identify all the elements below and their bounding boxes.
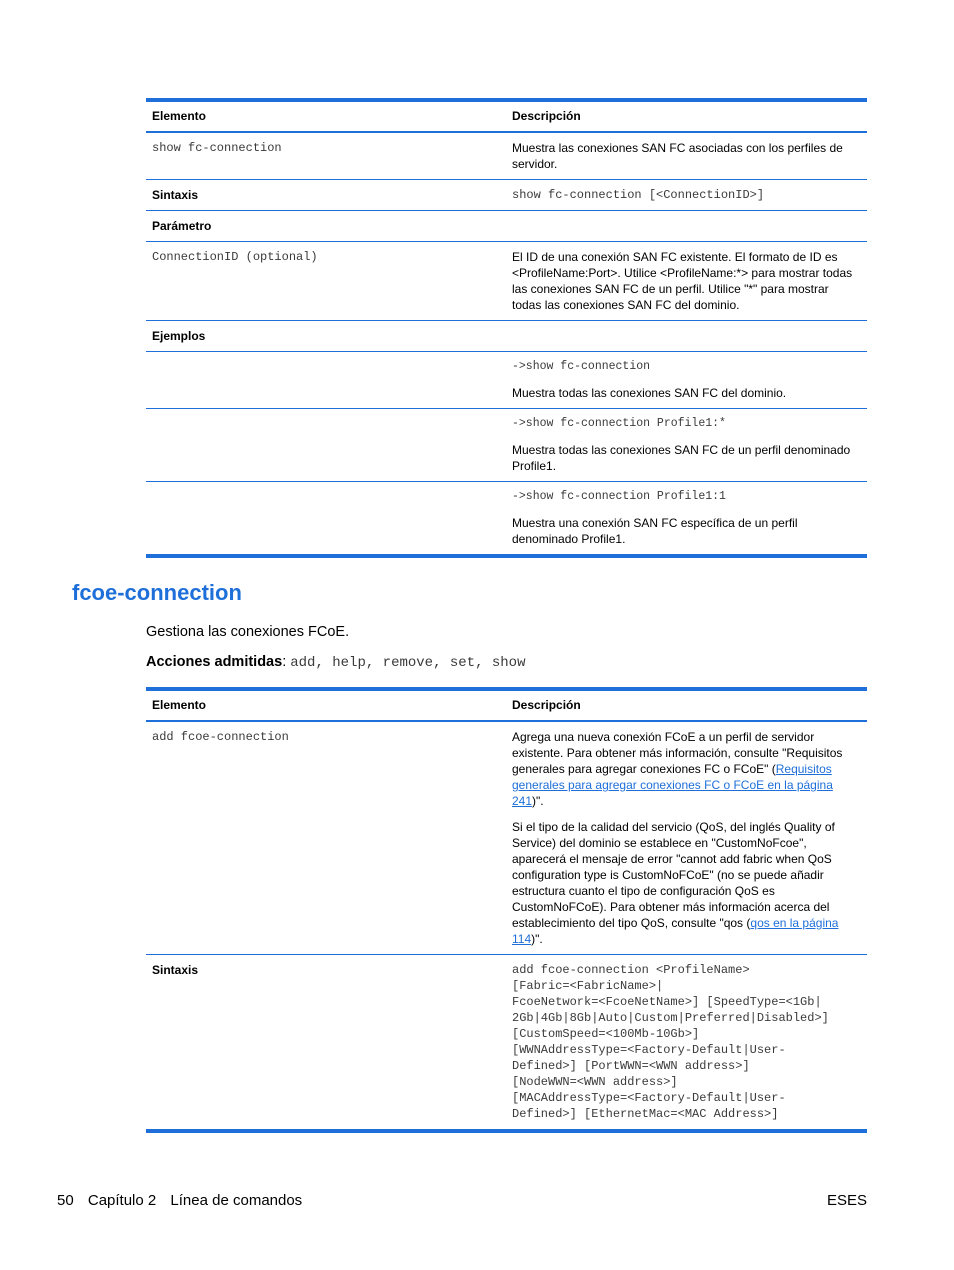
command-cell: add fcoe-connection [146, 721, 506, 955]
chapter-title: Línea de comandos [170, 1192, 303, 1209]
show-fc-connection-table [146, 98, 867, 558]
actions-separator: : [282, 654, 291, 670]
parameter-description: El ID de una conexión SAN FC existente. El formato de ID es <ProfileName:Port>. Utilice <ProfileName:*> para mostrar todas las conexiones SAN FC de un perfil. Utilice "*" para mostrar todas las conexiones SAN FC del dominio. [506, 242, 867, 321]
description-cell: Muestra las conexiones SAN FC asociadas con los perfiles de servidor. [506, 132, 867, 180]
syntax-label: Sintaxis [146, 180, 506, 211]
empty-cell [146, 352, 506, 409]
chapter-label: Capítulo 2 [87, 1192, 157, 1209]
table-row [146, 132, 867, 180]
column-header-descripcion: Descripción [506, 689, 867, 721]
column-header-elemento: Elemento [146, 689, 506, 721]
syntax-line: Defined>] [EthernetMac=<MAC Address>] [512, 1107, 779, 1121]
paragraph-text: Si el tipo de la calidad del servicio (QoS, del inglés Quality of Service) del dominio se establece en "CustomNoFcoe", aparecerá el mensaje de error "cannot add fabric when QoS configuration type is CustomNoFCoE" (no se puede añadir estructura cuanto el tipo de configuración QoS es CustomNoFCoE). Para obtener más información acerca del establecimiento del tipo QoS, consulte "qos ( [512, 820, 835, 930]
example-row [146, 482, 867, 557]
cross-reference-link[interactable]: Requisitos generales para agregar conexiones FC o FCoE en la página 241 [512, 762, 833, 808]
description-cell [506, 721, 867, 955]
paragraph-end: )". [532, 794, 544, 808]
empty-cell [506, 211, 867, 242]
empty-cell [146, 482, 506, 557]
syntax-line: [WWNAddressType=<Factory-Default|User- [512, 1043, 786, 1057]
syntax-line: [CustomSpeed=<100Mb-10Gb>] [512, 1027, 700, 1041]
qos-link[interactable]: qos en la página 114 [512, 916, 839, 946]
paragraph-text: Agrega una nueva conexión FCoE a un perfil de servidor existente. Para obtener más información, consulte "Requisitos generales para agregar conexiones FC o FCoE" ( [512, 730, 843, 776]
table-row [146, 321, 867, 352]
table-row [146, 242, 867, 321]
example-description: Muestra una conexión SAN FC específica de un perfil denominado Profile1. [512, 516, 798, 546]
page-footer [57, 1192, 312, 1209]
parameter-label: Parámetro [146, 211, 506, 242]
page-number: 50 [57, 1192, 74, 1209]
example-row [146, 352, 867, 409]
table-header-row [146, 689, 867, 721]
example-command: ->show fc-connection Profile1:* [512, 417, 726, 430]
section-title: fcoe-connection [72, 580, 242, 605]
paragraph-end: )". [531, 932, 543, 946]
syntax-line: [Fabric=<FabricName>| [512, 979, 664, 993]
syntax-line: [MACAddressType=<Factory-Default|User- [512, 1091, 786, 1105]
example-cell [506, 409, 867, 482]
table-row [146, 955, 867, 1132]
example-command: ->show fc-connection Profile1:1 [512, 490, 726, 503]
syntax-value [506, 955, 867, 1132]
example-description: Muestra todas las conexiones SAN FC de un perfil denominado Profile1. [512, 443, 851, 473]
example-command: ->show fc-connection [512, 360, 651, 373]
empty-cell [146, 409, 506, 482]
actions-label: Acciones admitidas [146, 654, 283, 670]
empty-cell [506, 321, 867, 352]
actions-list: add, help, remove, set, show [290, 655, 526, 671]
table-row [146, 721, 867, 955]
supported-actions [146, 654, 526, 671]
description-paragraph [512, 819, 861, 947]
table-row [146, 211, 867, 242]
syntax-value: show fc-connection [<ConnectionID>] [506, 180, 867, 211]
examples-label: Ejemplos [146, 321, 506, 352]
syntax-label: Sintaxis [146, 955, 506, 1132]
syntax-line: Defined>] [PortWWN=<WWN address>] [512, 1059, 750, 1073]
parameter-name: ConnectionID (optional) [146, 242, 506, 321]
example-cell [506, 352, 867, 409]
example-description: Muestra todas las conexiones SAN FC del dominio. [512, 386, 787, 400]
example-row [146, 409, 867, 482]
description-paragraph [512, 729, 861, 809]
example-cell [506, 482, 867, 557]
syntax-line: [NodeWWN=<WWN address>] [512, 1075, 678, 1089]
column-header-elemento: Elemento [146, 100, 506, 132]
language-code: ESES [826, 1192, 867, 1209]
syntax-line: add fcoe-connection <ProfileName> [512, 963, 750, 977]
table-header-row [146, 100, 867, 132]
table-row [146, 180, 867, 211]
syntax-line: 2Gb|4Gb|8Gb|Auto|Custom|Preferred|Disabled>] [512, 1011, 829, 1025]
fcoe-connection-table [146, 687, 867, 1133]
column-header-descripcion: Descripción [506, 100, 867, 132]
command-cell: show fc-connection [146, 132, 506, 180]
section-intro: Gestiona las conexiones FCoE. [146, 624, 350, 640]
syntax-line: FcoeNetwork=<FcoeNetName>] [SpeedType=<1Gb| [512, 995, 822, 1009]
